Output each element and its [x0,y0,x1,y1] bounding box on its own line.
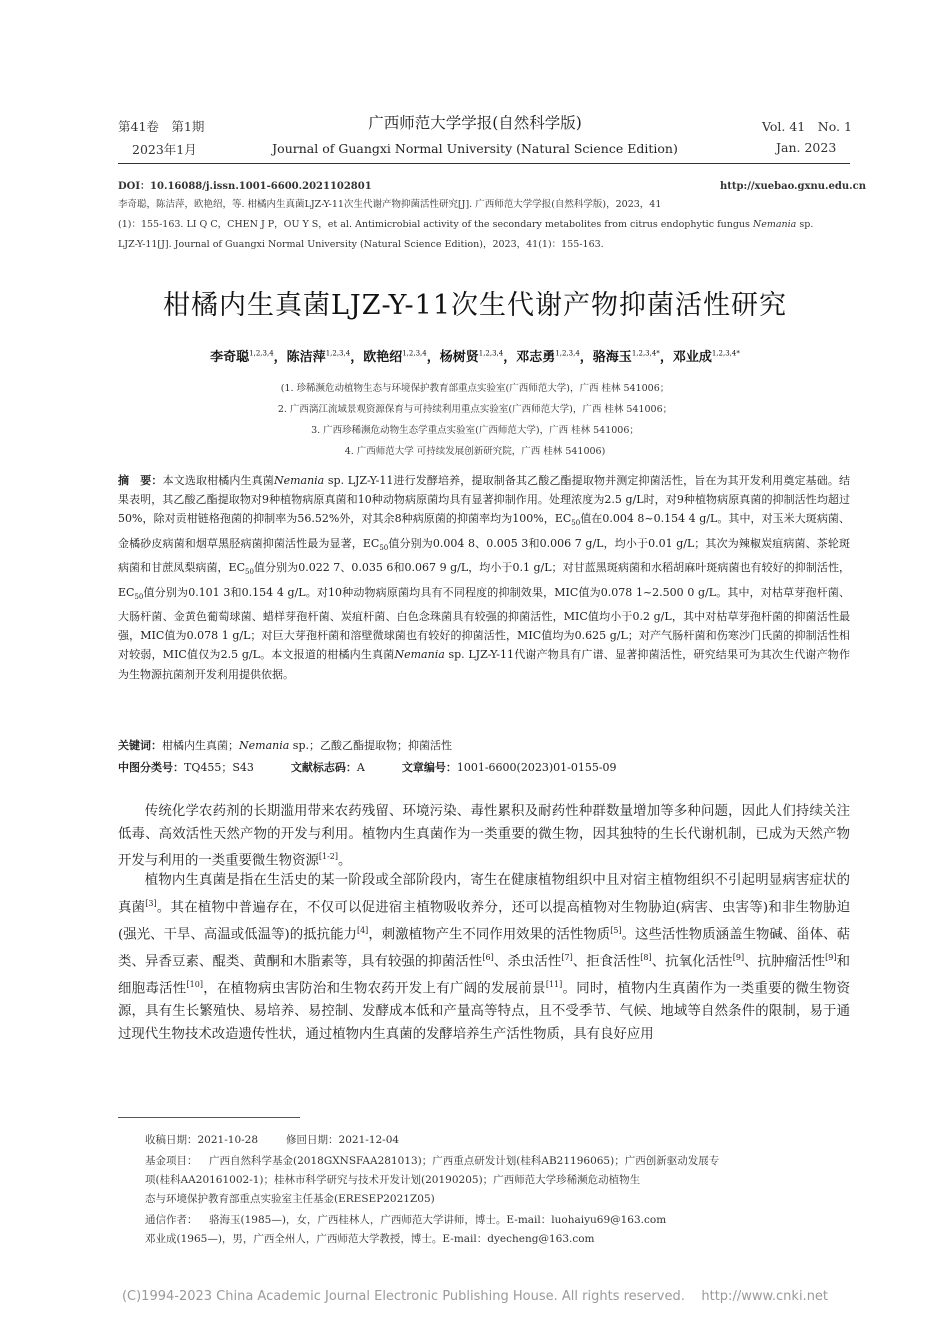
author-affiliation-marker: 1,2,3,4 [555,349,580,358]
corresponding-author-1: 通信作者： 骆海玉(1985—)，女，广西桂林人，广西师范大学讲师，博士。E-mail：luohaiyu69@163.com [145,1214,667,1226]
author-list: 李奇聪$^{1,2,3,4}$，陈洁萍$^{1,2,3,4}$，欧艳绍$^{1,2,3,4}$，杨树贤$^{1,2,3,4}$，邓志勇$^{1,2,3,4}$，骆海玉$^{1,2,3,4*}$，邓业成$^{1,2,3,4*}$ [210,349,740,365]
date-cn: 2023年1月 [132,142,197,157]
author-name: 骆海玉 [592,350,632,365]
author-affiliation-marker: 1,2,3,4 [402,349,427,358]
classification-line: 中图分类号：TQ455；S43 文献标志码：A 文章编号：1001-6600(2023)01-0155-09 [118,761,617,774]
journal-title-en: Journal of Guangxi Normal University (Natural Science Edition) [272,141,678,156]
keywords: 关键词：柑橘内生真菌；Nemania sp.；乙酸乙酯提取物；抑菌活性 [118,739,452,752]
journal-title-cn: 广西师范大学学报(自然科学版) [368,114,582,132]
doi: DOI：10.16088/j.issn.1001-6600.2021102801 [118,181,372,192]
copyright-footer: (C)1994-2023 China Academic Journal Electronic Publishing House. All rights reserved. http://www.cnki.net [121,1289,829,1304]
received-dates: 收稿日期：2021-10-28 修回日期：2021-12-04 [145,1134,400,1146]
clc-number: TQ455；S43 [184,761,254,774]
volume-issue-en: Vol. 41 No. 1 [762,119,852,134]
affiliation-1: (1. 珍稀濒危动植物生态与环境保护教育部重点实验室(广西师范大学)，广西 桂林 541006； [280,383,670,394]
author-name: 杨树贤 [439,350,479,365]
volume-issue-cn: 第41卷 第1期 [118,119,205,134]
author-affiliation-marker: 1,2,3,4* [711,349,740,358]
abstract-label: 摘 要： [118,474,163,487]
citation-line-2: (1)：155-163. LI Q C，CHEN J P，OU Y S，et al. Antimicrobial activity of the secondary metabolites from citrus endophytic fungus Nemania sp. [118,219,814,230]
corresponding-author-2: 邓业成(1965—)，男，广西全州人，广西师范大学教授，博士。E-mail：dyecheng@163.com [145,1233,595,1245]
affiliation-3: 3. 广西珍稀濒危动物生态学重点实验室(广西师范大学)，广西 桂林 541006； [311,425,639,436]
paper-title: 柑橘内生真菌LJZ-Y-11次生代谢产物抑菌活性研究 [162,290,787,321]
keywords-label: 关键词： [118,739,162,752]
author-name: 欧艳绍 [363,350,403,365]
funding-line-3: 态与环境保护教育部重点实验室主任基金(ERESEP2021Z05) [145,1193,435,1205]
citation-line-1: 李奇聪，陈洁萍，欧艳绍，等. 柑橘内生真菌LJZ-Y-11次生代谢产物抑菌活性研究[J]. 广西师范大学学报(自然科学版)，2023，41 [118,199,662,210]
header-rule [118,163,850,164]
author-name: 邓志勇 [516,350,556,365]
author-name: 李奇聪 [210,350,250,365]
date-en: Jan. 2023 [776,140,837,155]
abstract: 摘 要：本文选取柑橘内生真菌Nemania sp. LJZ-Y-11进行发酵培养，提取制备其乙酸乙酯提取物并测定抑菌活性，旨在为其开发利用奠定基础。结果表明，其乙酸乙酯提取物对9种植物病原真菌和10种动物病原菌均具有显著抑制作用。处理浓度为2.5 g/L时，对9种植物病原真菌的抑制活性均超过50%，除对贡柑链格孢菌的抑制率为56.52%外，对其余8种病原菌的抑菌率均为100%，$EC_{50}$值在0.004 8~0.154 4 g/L。其中，对玉米大斑病菌、金橘砂皮病菌和烟草黑胫病菌抑菌活性最为显著，$EC_{50}$值分别为0.004 8、0.005 3和0.006 7 g/L，均小于0.01 g/L；其次为辣椒炭疽病菌、茶轮斑病菌和甘蔗凤梨病菌，$EC_{50}$值分别为0.022 7、0.035 6和0.067 9 g/L，均小于0.1 g/L；对甘蓝黑斑病菌和水稻胡麻叶斑病菌也有较好的抑制活性，$EC_{50}$值分别为0.101 3和0.154 4 g/L。对10种动物病原菌均具有不同程度的抑制效果，MIC值为0.078 1~2.500 0 g/L。其中，对枯草芽孢杆菌、大肠杆菌、金黄色葡萄球菌、蜡样芽孢杆菌、炭疽杆菌、白色念珠菌具有较强的抑菌活性，MIC值均小于0.2 g/L，其中对枯草芽孢杆菌的抑菌活性最强，MIC值为0.078 1 g/L；对巨大芽孢杆菌和溶壁微球菌也有较好的抑菌活性，MIC值均为0.625 g/L；对产气肠杆菌和伤寒沙门氏菌的抑制活性相对较弱，MIC值仅为2.5 g/L。本文报道的柑橘内生真菌Nemania sp. LJZ-Y-11代谢产物具有广谱、显著抑菌活性，研究结果可为其次生代谢产物作为生物源抗菌剂开发利用提供依据。 [118,474,851,681]
footnote-rule [118,1117,300,1118]
body-paragraph-1: 传统化学农药剂的长期滥用带来农药残留、环境污染、毒性累积及耐药性种群数量增加等多种问题，因此人们持续关注低毒、高效活性天然产物的开发与利用。植物内生真菌作为一类重要的微生物，因其独特的生长代谢机制，已成为天然产物开发与利用的一类重要微生物资源[1-2]。 [118,804,850,869]
affiliation-4: 4. 广西师范大学 可持续发展创新研究院，广西 桂林 541006) [344,446,606,457]
article-number: 1001-6600(2023)01-0155-09 [456,761,617,774]
funding-line-1: 基金项目： 广西自然科学基金(2018GXNSFAA281013)；广西重点研发计划(桂科AB21196065)；广西创新驱动发展专 [145,1155,720,1167]
affiliation-2: 2. 广西漓江流域景观资源保育与可持续利用重点实验室(广西师范大学)，广西 桂林 541006； [277,404,673,415]
document-code: A [356,761,365,774]
author-affiliation-marker: 1,2,3,4* [631,349,660,358]
author-affiliation-marker: 1,2,3,4 [249,349,274,358]
body-paragraph-2: 植物内生真菌是指在生活史的某一阶段或全部阶段内，寄生在健康植物组织中且对宿主植物组织不引起明显病害症状的真菌[3]。其在植物中普遍存在，不仅可以促进宿主植物吸收养分，还可以提高植物对生物胁迫(病害、虫害等)和非生物胁迫(强光、干旱、高温或低温等)的抵抗能力[4]，刺激植物产生不同作用效果的活性物质[5]。这些活性物质涵盖生物碱、甾体、萜类、异香豆素、醌类、黄酮和木脂素等，具有较强的抑菌活性[6]、杀虫活性[7]、拒食活性[8]、抗氧化活性[9]、抗肿瘤活性[9]和细胞毒活性[10]，在植物病虫害防治和生物农药开发上有广阔的发展前景[11]。同时，植物内生真菌作为一类重要的微生物资源，具有生长繁殖快、易培养、易控制、发酵成本低和产量高等特点，且不受季节、气候、地域等自然条件的限制，易于通过现代生物技术改造遗传性状，通过植物内生真菌的发酵培养生产活性物质，具有良好应用 [118,873,851,1043]
author-name: 邓业成 [672,350,712,365]
author-affiliation-marker: 1,2,3,4 [478,349,504,358]
author-affiliation-marker: 1,2,3,4 [325,349,351,358]
author-name: 陈洁萍 [286,350,326,365]
funding-line-2: 项(桂科AA20161002-1)；桂林市科学研究与技术开发计划(20190205)；广西师范大学珍稀濒危动植物生 [145,1174,641,1186]
citation-line-3: LJZ-Y-11[J]. Journal of Guangxi Normal University (Natural Science Edition)，2023，41(1)：155-163. [118,239,604,250]
journal-url: http://xuebao.gxnu.edu.cn [720,181,866,192]
